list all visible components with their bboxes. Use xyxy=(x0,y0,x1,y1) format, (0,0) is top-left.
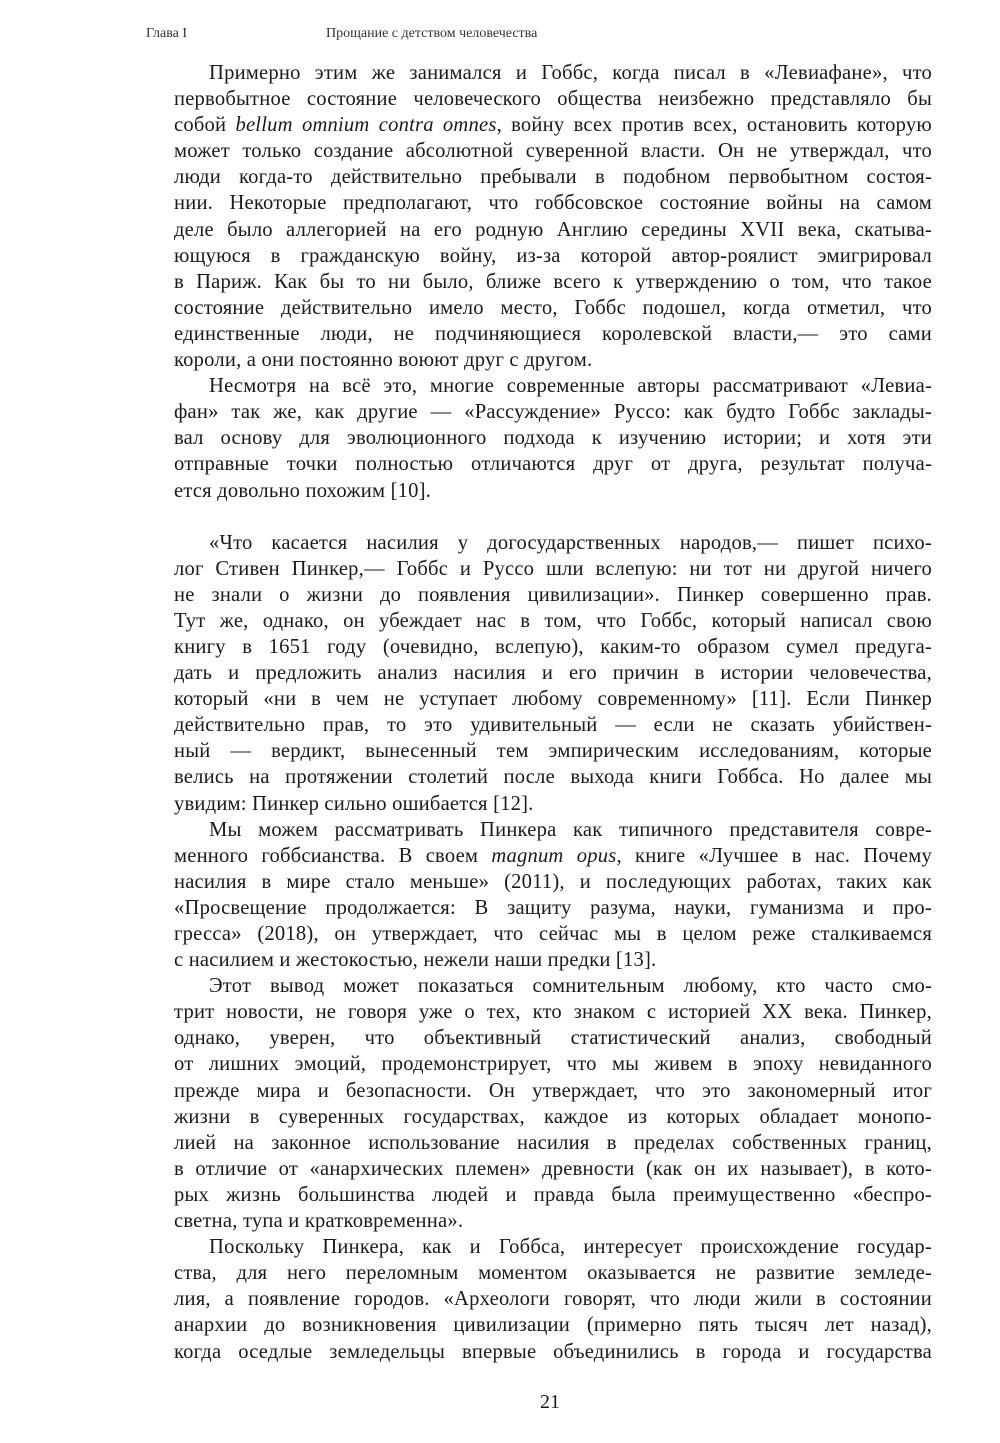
paragraph xyxy=(174,373,932,503)
text-line: отправные точки полностью отличаются друг от друга, результат получа- xyxy=(174,453,932,476)
body-text xyxy=(174,60,932,1365)
text-line: короли, а они постоянно воюют друг с другом. xyxy=(174,349,593,372)
text-line: лией на законное использование насилия в пределах собственных границ, xyxy=(174,1131,932,1154)
text-line: велись на протяжении столетий после выхода книги Гоббса. Но далее мы xyxy=(174,766,932,789)
text-line: вал основу для эволюционного подхода к изучению истории; и хотя эти xyxy=(174,427,932,450)
text-line: увидим: Пинкер сильно ошибается [12]. xyxy=(174,792,534,815)
paragraph xyxy=(174,817,932,974)
text-line: рых жизнь большинства людей и правда была преимущественно «беспро- xyxy=(174,1183,932,1206)
text-line: однако, уверен, что объективный статистический анализ, свободный xyxy=(174,1027,932,1050)
text-line: ства, для него переломным моментом оказывается не развитие земледе- xyxy=(174,1262,932,1285)
text-line: может только создание абсолютной суверенной власти. Он не утверждал, что xyxy=(174,140,932,163)
text-line: единственные люди, не подчиняющиеся королевской власти,— это сами xyxy=(174,322,932,345)
text-line: действительно прав, то это удивительный — если не сказать убийствен- xyxy=(174,714,932,737)
running-head xyxy=(146,26,940,44)
text-line: деле было аллегорией на его родную Англию середины XVII века, скатыва- xyxy=(174,218,932,241)
text-line: прежде мира и безопасности. Он утверждает, что это закономерный итог xyxy=(174,1079,932,1102)
paragraph xyxy=(174,1234,932,1364)
text-line: в отличие от «анархических племен» древности (как он их называет), в кото- xyxy=(174,1157,932,1180)
text-line: менного гоббсианства. В своем magnum opus, книге «Лучшее в нас. Почему xyxy=(174,844,933,867)
text-line: люди когда-то действительно пребывали в подобном первобытном состоя- xyxy=(174,166,932,189)
text-line: ный — вердикт, вынесенный тем эмпирическим исследованиям, которые xyxy=(174,740,932,763)
text-line: Поскольку Пинкера, как и Гоббса, интересует происхождение государ- xyxy=(209,1236,932,1259)
text-line: насилия в мире стало меньше» (2011), и последующих работах, таких как xyxy=(174,870,932,893)
text-line: не знали о жизни до появления цивилизации». Пинкер совершенно прав. xyxy=(174,583,932,606)
text-line: в Париж. Как бы то ни было, ближе всего к утверждению о том, что такое xyxy=(174,270,932,293)
text-line: Тут же, однако, он убеждает нас в том, что Гоббс, который написал свою xyxy=(174,609,932,632)
text-line: ется довольно похожим [10]. xyxy=(174,479,432,502)
text-line: который «ни в чем не уступает любому современному» [11]. Если Пинкер xyxy=(174,688,932,711)
italic-phrase: magnum opus xyxy=(491,844,617,867)
paragraph-gap xyxy=(174,504,932,530)
paragraph xyxy=(174,530,932,817)
text-line: «Просвещение продолжается: В защиту разума, науки, гуманизма и про- xyxy=(174,896,932,919)
text-line: Примерно этим же занимался и Гоббс, когда писал в «Левиафане», что xyxy=(209,62,932,84)
paragraph xyxy=(174,60,932,373)
text-line: анархии до возникновения цивилизации (примерно пять тысяч лет назад), xyxy=(174,1314,932,1337)
text-line: собой bellum omnium contra omnes, войну всех против всех, остановить которую xyxy=(174,114,932,137)
text-line: ющуюся в гражданскую войну, из-за которой автор-роялист эмигрировал xyxy=(174,244,932,267)
text-line: «Что касается насилия у догосударственных народов,— пишет психо- xyxy=(209,531,932,554)
text-line: Мы можем рассматривать Пинкера как типичного представителя совре- xyxy=(209,818,932,841)
running-title: Прощание с детством человечества xyxy=(326,26,538,41)
paragraph xyxy=(174,973,932,1234)
text-line: фан» так же, как другие — «Рассуждение» Руссо: как будто Гоббс заклады- xyxy=(174,401,932,424)
text-line: лия, а появление городов. «Археологи говорят, что люди жили в состоянии xyxy=(174,1288,932,1311)
text-line: гресса» (2018), он утверждает, что сейчас мы в целом реже сталкиваемся xyxy=(174,923,932,945)
text-line: лог Стивен Пинкер,— Гоббс и Руссо шли вслепую: ни тот ни другой ничего xyxy=(174,557,932,580)
text-line: когда оседлые земледельцы впервые объединились в города и государства xyxy=(174,1340,932,1363)
text-line: дать и предложить анализ насилия и его причин в истории человечества, xyxy=(174,662,932,685)
text-line: нии. Некоторые предполагают, что гоббсовское состояние войны на самом xyxy=(174,192,932,215)
text-line: светна, тупа и кратковременна». xyxy=(174,1210,464,1233)
text-line: Несмотря на всё это, многие современные авторы рассматривают «Левиа- xyxy=(209,375,932,398)
text-line: состояние действительно имело место, Гоббс подошел, когда отметил, что xyxy=(174,296,932,319)
text-line: жизни в суверенных государствах, каждое из которых обладает монопо- xyxy=(174,1105,932,1128)
text-line: Этот вывод может показаться сомнительным любому, кто часто смо- xyxy=(209,975,932,998)
page-number: 21 xyxy=(540,1391,560,1413)
text-line: трит новости, не говоря уже о тех, кто знаком с историей XX века. Пинкер, xyxy=(174,1001,932,1024)
italic-phrase: bellum omnium contra omnes xyxy=(235,114,497,137)
text-line: книгу в 1651 году (очевидно, вслепую), каким-то образом сумел предуга- xyxy=(174,635,932,658)
chapter-label: Глава I xyxy=(146,26,188,41)
text-line: от лишних эмоций, продемонстрирует, что мы живем в эпоху невиданного xyxy=(174,1053,932,1076)
text-line: с насилием и жестокостью, нежели наши предки [13]. xyxy=(174,949,657,972)
text-line: первобытное состояние человеческого общества неизбежно представляло бы xyxy=(174,88,932,111)
